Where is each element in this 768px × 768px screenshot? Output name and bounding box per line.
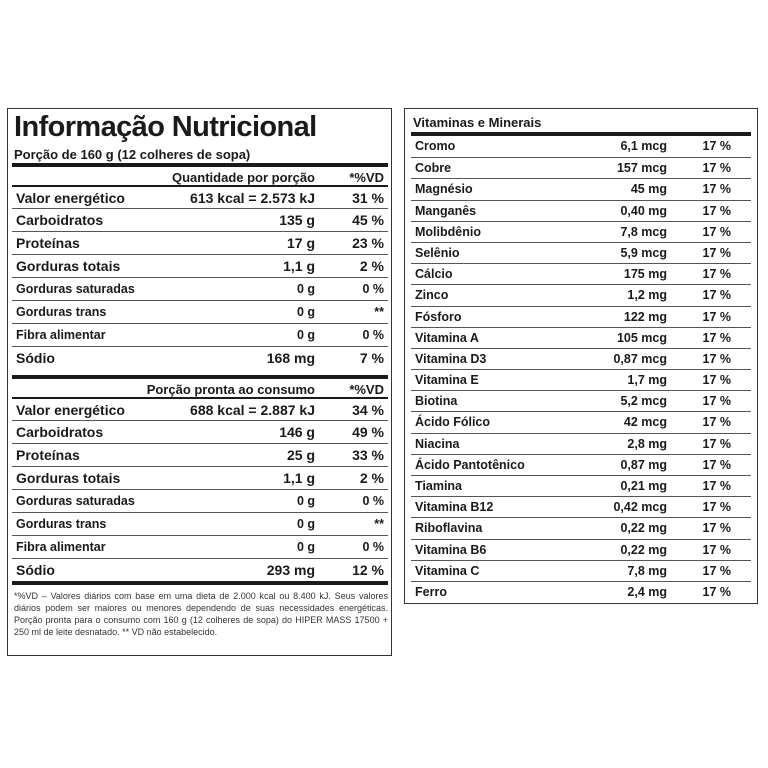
nutrient-name: Vitamina C xyxy=(415,563,480,578)
ready-to-eat-section xyxy=(12,375,388,585)
table-row xyxy=(12,346,388,369)
nutrient-name: Fibra alimentar xyxy=(16,540,106,554)
nutrient-name: Fósforo xyxy=(415,309,462,324)
table-row xyxy=(12,208,388,231)
table-row xyxy=(12,420,388,443)
section-header xyxy=(12,375,388,397)
nutrient-quantity: 157 mcg xyxy=(616,161,667,176)
table-row xyxy=(12,397,388,420)
table-row xyxy=(12,466,388,489)
table-row xyxy=(411,221,751,242)
nutrient-name: Magnésio xyxy=(415,182,473,197)
nutrient-name: Gorduras totais xyxy=(16,258,121,274)
nutrient-vd: 17 % xyxy=(702,436,731,451)
nutrient-quantity: 5,9 mcg xyxy=(620,245,667,260)
nutrient-vd: ** xyxy=(374,305,384,319)
table-row xyxy=(411,496,751,517)
nutrient-quantity: 0 g xyxy=(296,494,315,508)
table-row xyxy=(12,443,388,466)
nutrient-vd: 17 % xyxy=(702,394,731,409)
nutrient-vd: 23 % xyxy=(352,235,384,251)
nutrient-quantity: 17 g xyxy=(286,235,315,251)
nutrient-name: Gorduras saturadas xyxy=(16,282,135,296)
table-row xyxy=(411,348,751,369)
table-row xyxy=(12,185,388,208)
nutrient-vd: 17 % xyxy=(702,563,731,578)
nutrient-name: Zinco xyxy=(415,288,449,303)
nutrient-quantity: 0,22 mg xyxy=(620,521,667,536)
nutrient-name: Gorduras trans xyxy=(16,517,107,531)
nutrient-vd: 17 % xyxy=(702,309,731,324)
nutrient-vd: 17 % xyxy=(702,542,731,557)
nutrient-name: Cálcio xyxy=(415,267,453,282)
nutrient-quantity: 5,2 mcg xyxy=(620,394,667,409)
table-row xyxy=(411,454,751,475)
nutrient-quantity: 105 mcg xyxy=(616,330,667,345)
nutrient-quantity: 0,21 mg xyxy=(620,479,667,493)
nutrient-quantity: 45 mg xyxy=(630,182,667,197)
nutrient-quantity: 2,8 mg xyxy=(627,436,667,451)
nutrient-name: Vitamina E xyxy=(415,373,479,388)
table-row xyxy=(411,306,751,327)
nutrition-facts-panel xyxy=(7,108,392,656)
nutrient-quantity: 1,2 mg xyxy=(627,288,667,303)
table-row xyxy=(411,263,751,284)
nutrient-quantity: 1,1 g xyxy=(283,258,315,274)
table-row xyxy=(411,178,751,199)
nutrient-vd: 17 % xyxy=(702,288,731,303)
nutrient-quantity: 0,22 mg xyxy=(620,542,667,557)
nutrient-vd: 17 % xyxy=(702,479,731,493)
nutrient-vd: 17 % xyxy=(702,245,731,260)
nutrient-quantity: 7,8 mcg xyxy=(620,224,667,239)
nutrient-vd: 17 % xyxy=(702,182,731,197)
nutrient-name: Fibra alimentar xyxy=(16,328,106,342)
nutrient-vd: 17 % xyxy=(702,415,731,430)
table-row xyxy=(411,475,751,496)
table-row xyxy=(411,157,751,178)
nutrient-name: Valor energético xyxy=(16,402,125,418)
serving-size: Porção de 160 g (12 colheres de sopa) xyxy=(14,147,251,162)
nutrient-quantity: 175 mg xyxy=(623,267,667,282)
nutrient-name: Biotina xyxy=(415,394,458,409)
nutrient-vd: 31 % xyxy=(352,190,384,206)
nutrient-vd: 49 % xyxy=(352,424,384,440)
table-row xyxy=(411,517,751,538)
column-header-quantity: Quantidade por porção xyxy=(171,170,315,185)
nutrient-name: Vitamina A xyxy=(415,330,479,345)
nutrient-vd: 2 % xyxy=(359,258,384,274)
table-row xyxy=(411,369,751,390)
nutrient-quantity: 135 g xyxy=(279,212,315,228)
nutrient-vd: 45 % xyxy=(352,212,384,228)
table-row xyxy=(411,560,751,581)
panel-title: Informação Nutricional xyxy=(14,111,317,143)
footnote: *%VD – Valores diários com base em uma dieta de 2.000 kcal ou 8.400 kJ. Seus valores diários podem ser maiores ou menores dependendo de suas necessidades energéticas. Porção pronta para o consumo com 160 g (12 colheres de sopa) do HIPER MASS 17500 + 250 ml de leite desnatado. ** VD não estabelecido. xyxy=(14,591,388,637)
nutrient-vd: 33 % xyxy=(352,447,384,463)
column-header-vd: *%VD xyxy=(349,382,384,397)
nutrient-name: Proteínas xyxy=(16,447,80,463)
section-header xyxy=(12,163,388,185)
table-row xyxy=(411,539,751,560)
per-serving-section xyxy=(12,163,388,369)
nutrient-vd: 2 % xyxy=(359,470,384,486)
nutrient-quantity: 0,87 mg xyxy=(620,457,667,472)
nutrient-name: Gorduras saturadas xyxy=(16,494,135,508)
nutrient-vd: 12 % xyxy=(352,562,384,578)
table-row xyxy=(411,200,751,221)
nutrient-quantity: 688 kcal = 2.887 kJ xyxy=(190,402,315,418)
nutrient-name: Valor energético xyxy=(16,190,125,206)
nutrient-name: Cromo xyxy=(415,139,456,153)
table-row xyxy=(411,411,751,432)
nutrient-quantity: 168 mg xyxy=(266,350,315,366)
nutrient-quantity: 146 g xyxy=(279,424,315,440)
nutrient-vd: 17 % xyxy=(702,203,731,218)
nutrient-vd: 34 % xyxy=(352,402,384,418)
nutrient-name: Carboidratos xyxy=(16,424,104,440)
nutrient-vd: 17 % xyxy=(702,224,731,239)
nutrient-name: Proteínas xyxy=(16,235,80,251)
nutrient-name: Ácido Pantotênico xyxy=(415,457,525,472)
table-row xyxy=(12,277,388,300)
nutrient-name: Sódio xyxy=(16,350,55,366)
nutrient-vd: 7 % xyxy=(359,350,384,366)
table-row xyxy=(12,512,388,535)
nutrient-quantity: 0 g xyxy=(296,540,315,554)
nutrient-vd: ** xyxy=(374,517,384,531)
nutrient-vd: 17 % xyxy=(702,139,731,153)
nutrient-name: Manganês xyxy=(415,203,477,218)
nutrient-vd: 17 % xyxy=(702,584,731,599)
table-row xyxy=(12,558,388,581)
nutrient-quantity: 0,40 mg xyxy=(620,203,667,218)
nutrient-quantity: 0,87 mcg xyxy=(613,351,667,366)
nutrient-name: Sódio xyxy=(16,562,55,578)
nutrient-quantity: 6,1 mcg xyxy=(620,139,667,153)
nutrient-vd: 0 % xyxy=(362,282,384,296)
vitamins-minerals-panel xyxy=(404,108,758,604)
nutrient-name: Gorduras totais xyxy=(16,470,121,486)
nutrient-name: Ácido Fólico xyxy=(415,415,490,430)
nutrient-quantity: 0,42 mcg xyxy=(613,500,667,515)
section-divider xyxy=(12,581,388,585)
nutrient-vd: 0 % xyxy=(362,328,384,342)
nutrient-name: Vitamina D3 xyxy=(415,351,487,366)
nutrient-quantity: 1,1 g xyxy=(283,470,315,486)
nutrient-quantity: 122 mg xyxy=(623,309,667,324)
nutrient-quantity: 25 g xyxy=(286,447,315,463)
nutrient-quantity: 293 mg xyxy=(266,562,315,578)
nutrient-vd: 17 % xyxy=(702,457,731,472)
nutrient-quantity: 0 g xyxy=(296,328,315,342)
nutrient-quantity: 7,8 mg xyxy=(627,563,667,578)
nutrient-vd: 17 % xyxy=(702,500,731,515)
nutrient-name: Carboidratos xyxy=(16,212,104,228)
column-header-vd: *%VD xyxy=(349,170,384,185)
nutrient-name: Cobre xyxy=(415,161,452,176)
vitamins-table xyxy=(411,136,751,602)
nutrient-name: Tiamina xyxy=(415,479,463,493)
table-row xyxy=(12,535,388,558)
nutrient-vd: 0 % xyxy=(362,540,384,554)
nutrient-quantity: 0 g xyxy=(296,282,315,296)
nutrient-name: Vitamina B12 xyxy=(415,500,494,515)
table-row xyxy=(12,300,388,323)
nutrient-vd: 17 % xyxy=(702,267,731,282)
table-row xyxy=(12,323,388,346)
table-row xyxy=(12,489,388,512)
column-header-quantity: Porção pronta ao consumo xyxy=(146,382,315,397)
nutrient-vd: 17 % xyxy=(702,521,731,536)
nutrient-quantity: 2,4 mg xyxy=(627,584,667,599)
nutrient-name: Niacina xyxy=(415,436,460,451)
nutrient-quantity: 0 g xyxy=(296,517,315,531)
nutrient-vd: 17 % xyxy=(702,330,731,345)
panel-title: Vitaminas e Minerais xyxy=(413,115,542,130)
table-row xyxy=(411,284,751,305)
nutrient-name: Riboflavina xyxy=(415,521,483,536)
nutrient-quantity: 613 kcal = 2.573 kJ xyxy=(190,190,315,206)
table-row xyxy=(411,390,751,411)
nutrient-vd: 17 % xyxy=(702,161,731,176)
nutrient-vd: 17 % xyxy=(702,351,731,366)
table-row xyxy=(411,433,751,454)
nutrient-name: Vitamina B6 xyxy=(415,542,487,557)
nutrient-name: Ferro xyxy=(415,584,447,599)
table-row xyxy=(411,327,751,348)
nutrient-quantity: 0 g xyxy=(296,305,315,319)
table-row xyxy=(411,136,751,157)
nutrient-vd: 17 % xyxy=(702,373,731,388)
nutrient-name: Selênio xyxy=(415,245,460,260)
nutrient-name: Gorduras trans xyxy=(16,305,107,319)
table-row xyxy=(411,242,751,263)
nutrient-vd: 0 % xyxy=(362,494,384,508)
table-row xyxy=(12,231,388,254)
nutrient-quantity: 1,7 mg xyxy=(627,373,667,388)
table-row xyxy=(12,254,388,277)
nutrient-quantity: 42 mcg xyxy=(623,415,667,430)
nutrient-name: Molibdênio xyxy=(415,224,481,239)
table-row xyxy=(411,581,751,602)
